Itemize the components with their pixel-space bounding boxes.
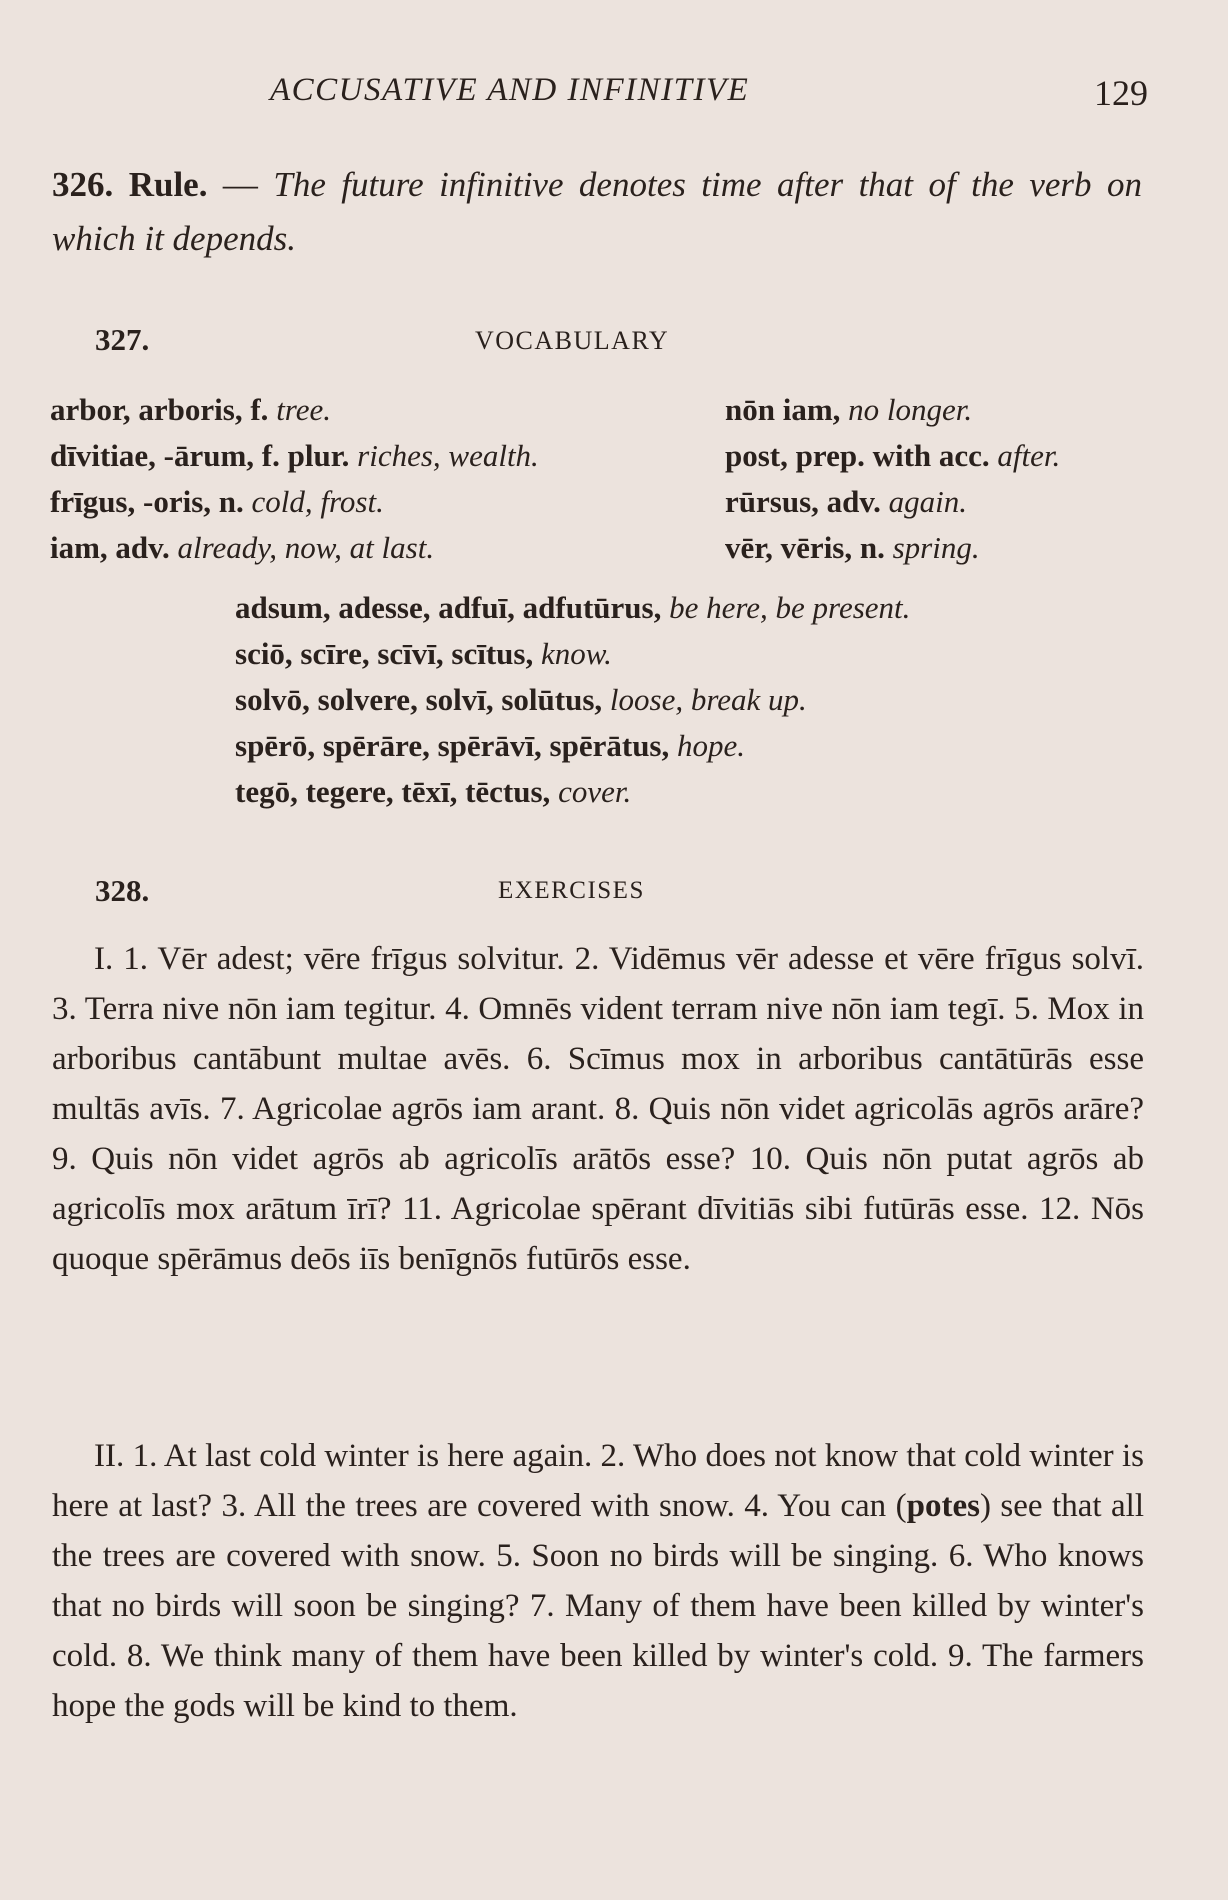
rule-label: Rule. [128,165,208,204]
verb-entry: solvō, solvere, solvī, solūtus, loose, break up. [235,682,807,717]
exercise-part-2-text-b: ) see that all the trees are covered with snow. 5. Soon no birds will be singing. 6. Who knows that no birds will soon be singing? 7. Many of them have been killed by winter's cold. 8. We think many of them have been killed by winter's cold. 9. The farmers hope the gods will be kind to them. [52,1488,1145,1724]
rule-text: The future infinitive denotes time after that of the verb on which it depends. [52,165,1142,258]
verb-entry: adsum, adesse, adfuī, adfutūrus, be here, be present. [235,590,911,625]
verb-entry: tegō, tegere, tēxī, tēctus, cover. [235,774,632,809]
exercise-part-1 [52,934,1144,1284]
exercises-heading [95,873,1145,913]
exercises-title: EXERCISES [498,877,645,904]
vocabulary-left-column [50,387,539,571]
vocab-entry: iam, adv. already, now, at last. [50,530,435,565]
vocab-entry: arbor, arboris, f. tree. [50,392,331,427]
exercise-part-2 [52,1431,1144,1731]
vocabulary-heading [95,322,1145,362]
rule-326 [52,158,1142,266]
vocab-entry: rūrsus, adv. again. [725,484,968,519]
vocab-entry: dīvitiae, -ārum, f. plur. riches, wealth. [50,438,539,473]
vocab-entry: frīgus, -oris, n. cold, frost. [50,484,384,519]
vocabulary-verbs [235,585,910,815]
rule-number: 326. [52,165,114,204]
exercise-part-2-label: II. [94,1438,125,1474]
page-number: 129 [1094,73,1148,113]
exercise-part-1-text: 1. Vēr adest; vēre frīgus solvitur. 2. Vidēmus vēr adesse et vēre frīgus solvī. 3. Terra nive nōn iam tegitur. 4. Omnēs vident terram nive nōn iam tegī. 5. Mox in arboribus cantābunt multae avēs. 6. Scīmus mox in arboribus cantātūrās esse multās avīs. 7. Agricolae agrōs iam arant. 8. Quis nōn videt agricolās agrōs arāre? 9. Quis nōn videt agrōs ab agricolīs arātōs esse? 10. Quis nōn putat agrōs ab agricolīs mox arātum īrī? 11. Agricolae spērant dīvitiās sibi futūrās esse. 12. Nōs quoque spērāmus deōs iīs benīgnōs futūrōs esse. [52,941,1144,1277]
vocab-entry: nōn iam, no longer. [725,392,973,427]
vocab-entry: post, prep. with acc. after. [725,438,1061,473]
exercise-part-1-label: I. [94,941,114,977]
section-number-327: 327. [95,322,150,357]
rule-dash: — [207,165,274,204]
exercise-part-2-bold-word: potes [906,1488,980,1524]
vocabulary-title: VOCABULARY [475,326,670,355]
verb-entry: sciō, scīre, scīvī, scītus, know. [235,636,612,671]
section-number-328: 328. [95,873,150,908]
running-title: ACCUSATIVE AND INFINITIVE [270,72,750,108]
verb-entry: spērō, spērāre, spērāvī, spērātus, hope. [235,728,746,763]
vocab-entry: vēr, vēris, n. spring. [725,530,980,565]
exercise-part-2-text-a: 1. At last cold winter is here again. 2. Who does not know that cold winter is here at last? 3. All the trees are covered with snow. 4. You can ( [52,1438,1144,1524]
vocabulary-right-column [725,387,1060,571]
running-head [0,72,1228,122]
